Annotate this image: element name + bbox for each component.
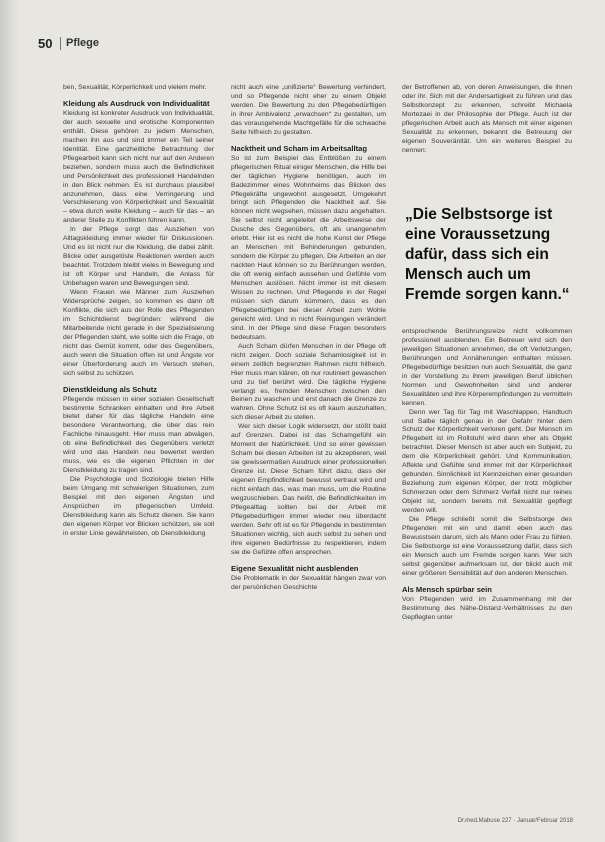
paragraph: So ist zum Beispiel das Entblößen zu einem pflegerischen Ritual einiger Menschen, die Hilfe bei der täglichen Hygiene benötigen, auch im Badezimmer eines Wohnheims das Blicken des Pflegekräfte ungewohnt ausgesetzt. Umgekehrt bringt sich Pflegenden die Nacktheit auf. Sie können nicht wegsehen, müssen dazu angehalten. Sie selbst nicht angeleitet die Arbeitsweise der Dusche des Gegenübers, oft als unangenehm erlebt. Hier ist es nicht die hohe Kunst der Pflege an Menschen mit Behinderungen gebunden, sondern die Körper zu pflegen. Die Arbeiten an der nackten Haut können so zu Berührungen werden, die oft wenig einfach aussehen und Gefühle vom Menschen auslösen. Nicht immer ist mit diesem Wissen zu rechnen. Und Pflegende in der Regel müssen sich darum kümmern, dass es den Pflegebedürftigen bei dieser Arbeit zum Wohle gereicht wird. Und in nicht Reinigungen verändert sind. In der Pflege sind diese Fragen besonders bedeutsam. [231,154,386,341]
paragraph: Pflegende müssen in einer sozialen Gesellschaft bestimmte Schranken einhalten und ihre Arbeit bietet daher für das tägliche Handeln eine besondere Verantwortung, die über das rein Fachliche hinausgeht. Hier muss man abwägen, ob eine Befindlichkeit des Gegenübers verletzt wird und das Handeln neu bewertet werden muss, wie es die eigenen Pflichten in der Dienstkleidung zu tragen sind. [63,395,214,475]
section-title: Pflege [66,37,100,49]
paragraph: Wenn Frauen wie Männer zum Ausziehen Widersprüche zeigen, so kommen es dann oft Konflikte, die sich aus der Rolle des Pflegenden im Schichtdienst begründen: während die Mitarbeitende nicht gerade in der Spezialisierung der Pflegenden steht, wie sollte sich die Frage, ob nicht das Gemüt kommt, oder des Gegenübers, auch wenn die Situation offen ist und Ängste vor einer Überforderung auch im Versuch stehen, sich selbst zu schützen. [63,289,214,377]
paragraph: Kleidung ist konkreter Ausdruck von Individualität, der auch sexuelle und erotische Komponenten enthält. Diese gehören zu jedem Menschen, machen ihn aus und sind immer ein Teil seiner Identität. Eine ganzheitliche Betrachtung der Pflegearbeit kann sich nicht nur auf den Anderen beziehen, sondern muss auch die Befindlichkeit und Persönlichkeit des professionell Handelnden in den Blick nehmen. Es ist durchaus plausibel anzunehmen, dass eine Verringerung und Verschleierung von Körperlichkeit und Sexualität – etwa durch weite Kleidung – auch für das – an anderer Stelle zu Konflikten führen kann. [63,109,214,225]
subheading: Als Mensch spürbar sein [402,584,492,594]
page-header [38,36,578,52]
paragraph: Die Psychologie und Soziologie bieten Hilfe beim Umgang mit schwierigen Situationen, zum Beispiel mit den eigenen Ängsten und Ansprüchen im pflegerischen Umfeld. Dienstkleidung kann als Schutz dienen. Sie kann den eigenen Körper vor Blicken schützen, sie soll in erster Linie gewährleisten, ob Dienstkleidung [63,476,214,537]
paragraph: Die Problematik in der Sexualität hängen zwar von der persönlichen Geschichte [231,574,386,591]
binding-shadow [0,0,18,842]
page-number: 50 [38,36,53,51]
paragraph: nicht auch eine „unifizierte“ Bewertung verhindert, und so Pflegende nicht eher zu einem Objekt werden. Die Bewertung zu den Pflegebedürftigen in ihrer Ambivalenz „erwachsen“ zu gestalten, um das vorausgehende Machtgefälle für die schwache Seite hilfreich zu gestalten. [231,84,386,136]
paragraph: Die Pflege schließt somit die Selbstsorge des Pflegenden mit ein und damit eben auch das Bewusstsein darum, sich als Mann oder Frau zu fühlen. Die Selbstsorge ist eine Voraussetzung dafür, dass sich ein Mensch auch um Fremde sorgen kann. Wer sich selbst gegenüber aufmerksam ist, der blickt auch mit einer größeren Sensibilität auf den anderen Menschen. [402,516,572,577]
pull-quote: „Die Selbstsorge ist eine Voraussetzung dafür, dass sich ein Mensch auch um Fremde sorgen kann.“ [405,206,570,303]
column-3-bottom [402,328,572,813]
paragraph: ben, Sexualität, Körperlichkeit und vielem mehr. [63,84,207,91]
column-3-top [402,84,572,188]
subheading: Kleidung als Ausdruck von Individualität [63,98,210,108]
column-2 [231,84,386,810]
subheading: Dienstkleidung als Schutz [63,384,158,394]
paragraph: Auch Scham dürfen Menschen in der Pflege oft nicht zeigen. Doch soziale Schamlosigkeit ist in einem zeitlich begrenzten Rahmen nicht hilfreich. Hier muss man klären, ob nur routiniert gewaschen und zu tief berührt wird. Die tägliche Hygiene verlangt es, fremden Menschen zwischen den Beinen zu waschen und erst danach die Grenze zu wahren. Ohne Schutz ist es oft kaum auszuhalten, sich dieser Arbeit zu stellen. [231,342,386,422]
subheading: Nacktheit und Scham im Arbeitsalltag [231,143,368,153]
paragraph: Denn wer Tag für Tag mit Waschlappen, Handtuch und Salbe täglich genau in der Gefahr hinter dem Schutz der Körperlichkeit verloren geht. Der Mensch im Pflegebett ist im Rollstuhl wird dann eher als Objekt betrachtet. Dieser Mensch ist aber auch ein Subjekt, zu dem die Körperlichkeit gehört. Und Kommunikation, Affekte und Gefühle sind immer mit der Körperlichkeit gebunden. Sinnlichkeit ist Kennzeichen einer gesunden Beziehung zum eigenen Körper, der trotz möglicher Schmerzen oder dem Schmerz Verfall nicht nur reines Objekt ist, sondern bereits mit Sexualität gepflegt werden will. [402,408,572,515]
column-1 [63,84,214,810]
paragraph: Von Pflegenden wird im Zusammenhang mit der Bestimmung des Nähe-Distanz-Verhältnisses zu den Gepflegten unter [402,595,572,621]
paragraph: In der Pflege sorgt das Ausziehen von Alltagskleidung immer wieder für Diskussionen. Und es ist nicht nur die Kleidung, die dabei zählt. Blicke oder ausgelöste Reaktionen werden auch beachtet. Trotzdem bleibt vieles in Bewegung und ist oft Körper und Handeln, die Anlass für Unbehagen waren und Bewegungen sind. [63,226,214,288]
page-footer: Dr.med.Mabuse 227 · Januar/Februar 2018 [457,818,573,824]
paragraph: Wer sich dieser Logik widersetzt, der stößt bald auf Grenzen. Dabei ist das Schamgefühl ein Moment der Natürlichkeit. Und so einer gewissen Scham bei diesen Arbeiten ist zu akzeptieren, weil sie gewissermaßen Ausdruck einer professionellen Grenze ist. Diese Scham führt dazu, dass der eigenen Empfindlichkeit bewusst vertraut wird und nicht einfach das, was man muss, um die Routine wegzuschieben. Das heißt, die Befindlichkeiten im Pflegealltag sollten bei der Arbeit mit Pflegebedürftigen immer wieder neu überdacht werden. Sehr oft ist es für Pflegende in bestimmten Situationen wichtig, sich auch selbst zu sehen und ihre eigenen Bedürfnisse zu respektieren, indem sie die Gefühle offen ansprechen. [231,423,386,556]
paragraph: entsprechende Berührungsreize nicht vollkommen professionell ausblenden. Ein Betreuer wird sich den jeweiligen Situationen annehmen, die oft Verletzungen, Berührungen und Annäherungen enthalten müssen. Pflegebedürftige besitzen nun auch Sexualität, die ganz in der Vorstellung zu ihrem jeweiligen Beruf üblichen Normen und Gewohnheiten sind und anderer Sexualitäten und ihre Körperempfindungen zu vermitteln kennen. [402,328,572,407]
paragraph: der Betroffenen ab, von deren Anweisungen, die ihnen oder ihr. Sich mit der Andersartigkeit zu führen und das Selbstkonzept zu erkennen, schreibt Michaela Mortezaei in der Philosophie der Pflege. Auch ist der pflegerischen Arbeit auch als Mensch mit einer eigenen Sexualität zu erkennen, bekannt die Betreuung der eigenen Souveränität. Um ein weiteres Beispiel zu nennen: [402,84,572,154]
subheading: Eigene Sexualität nicht ausblenden [231,563,359,573]
header-divider [60,37,61,50]
